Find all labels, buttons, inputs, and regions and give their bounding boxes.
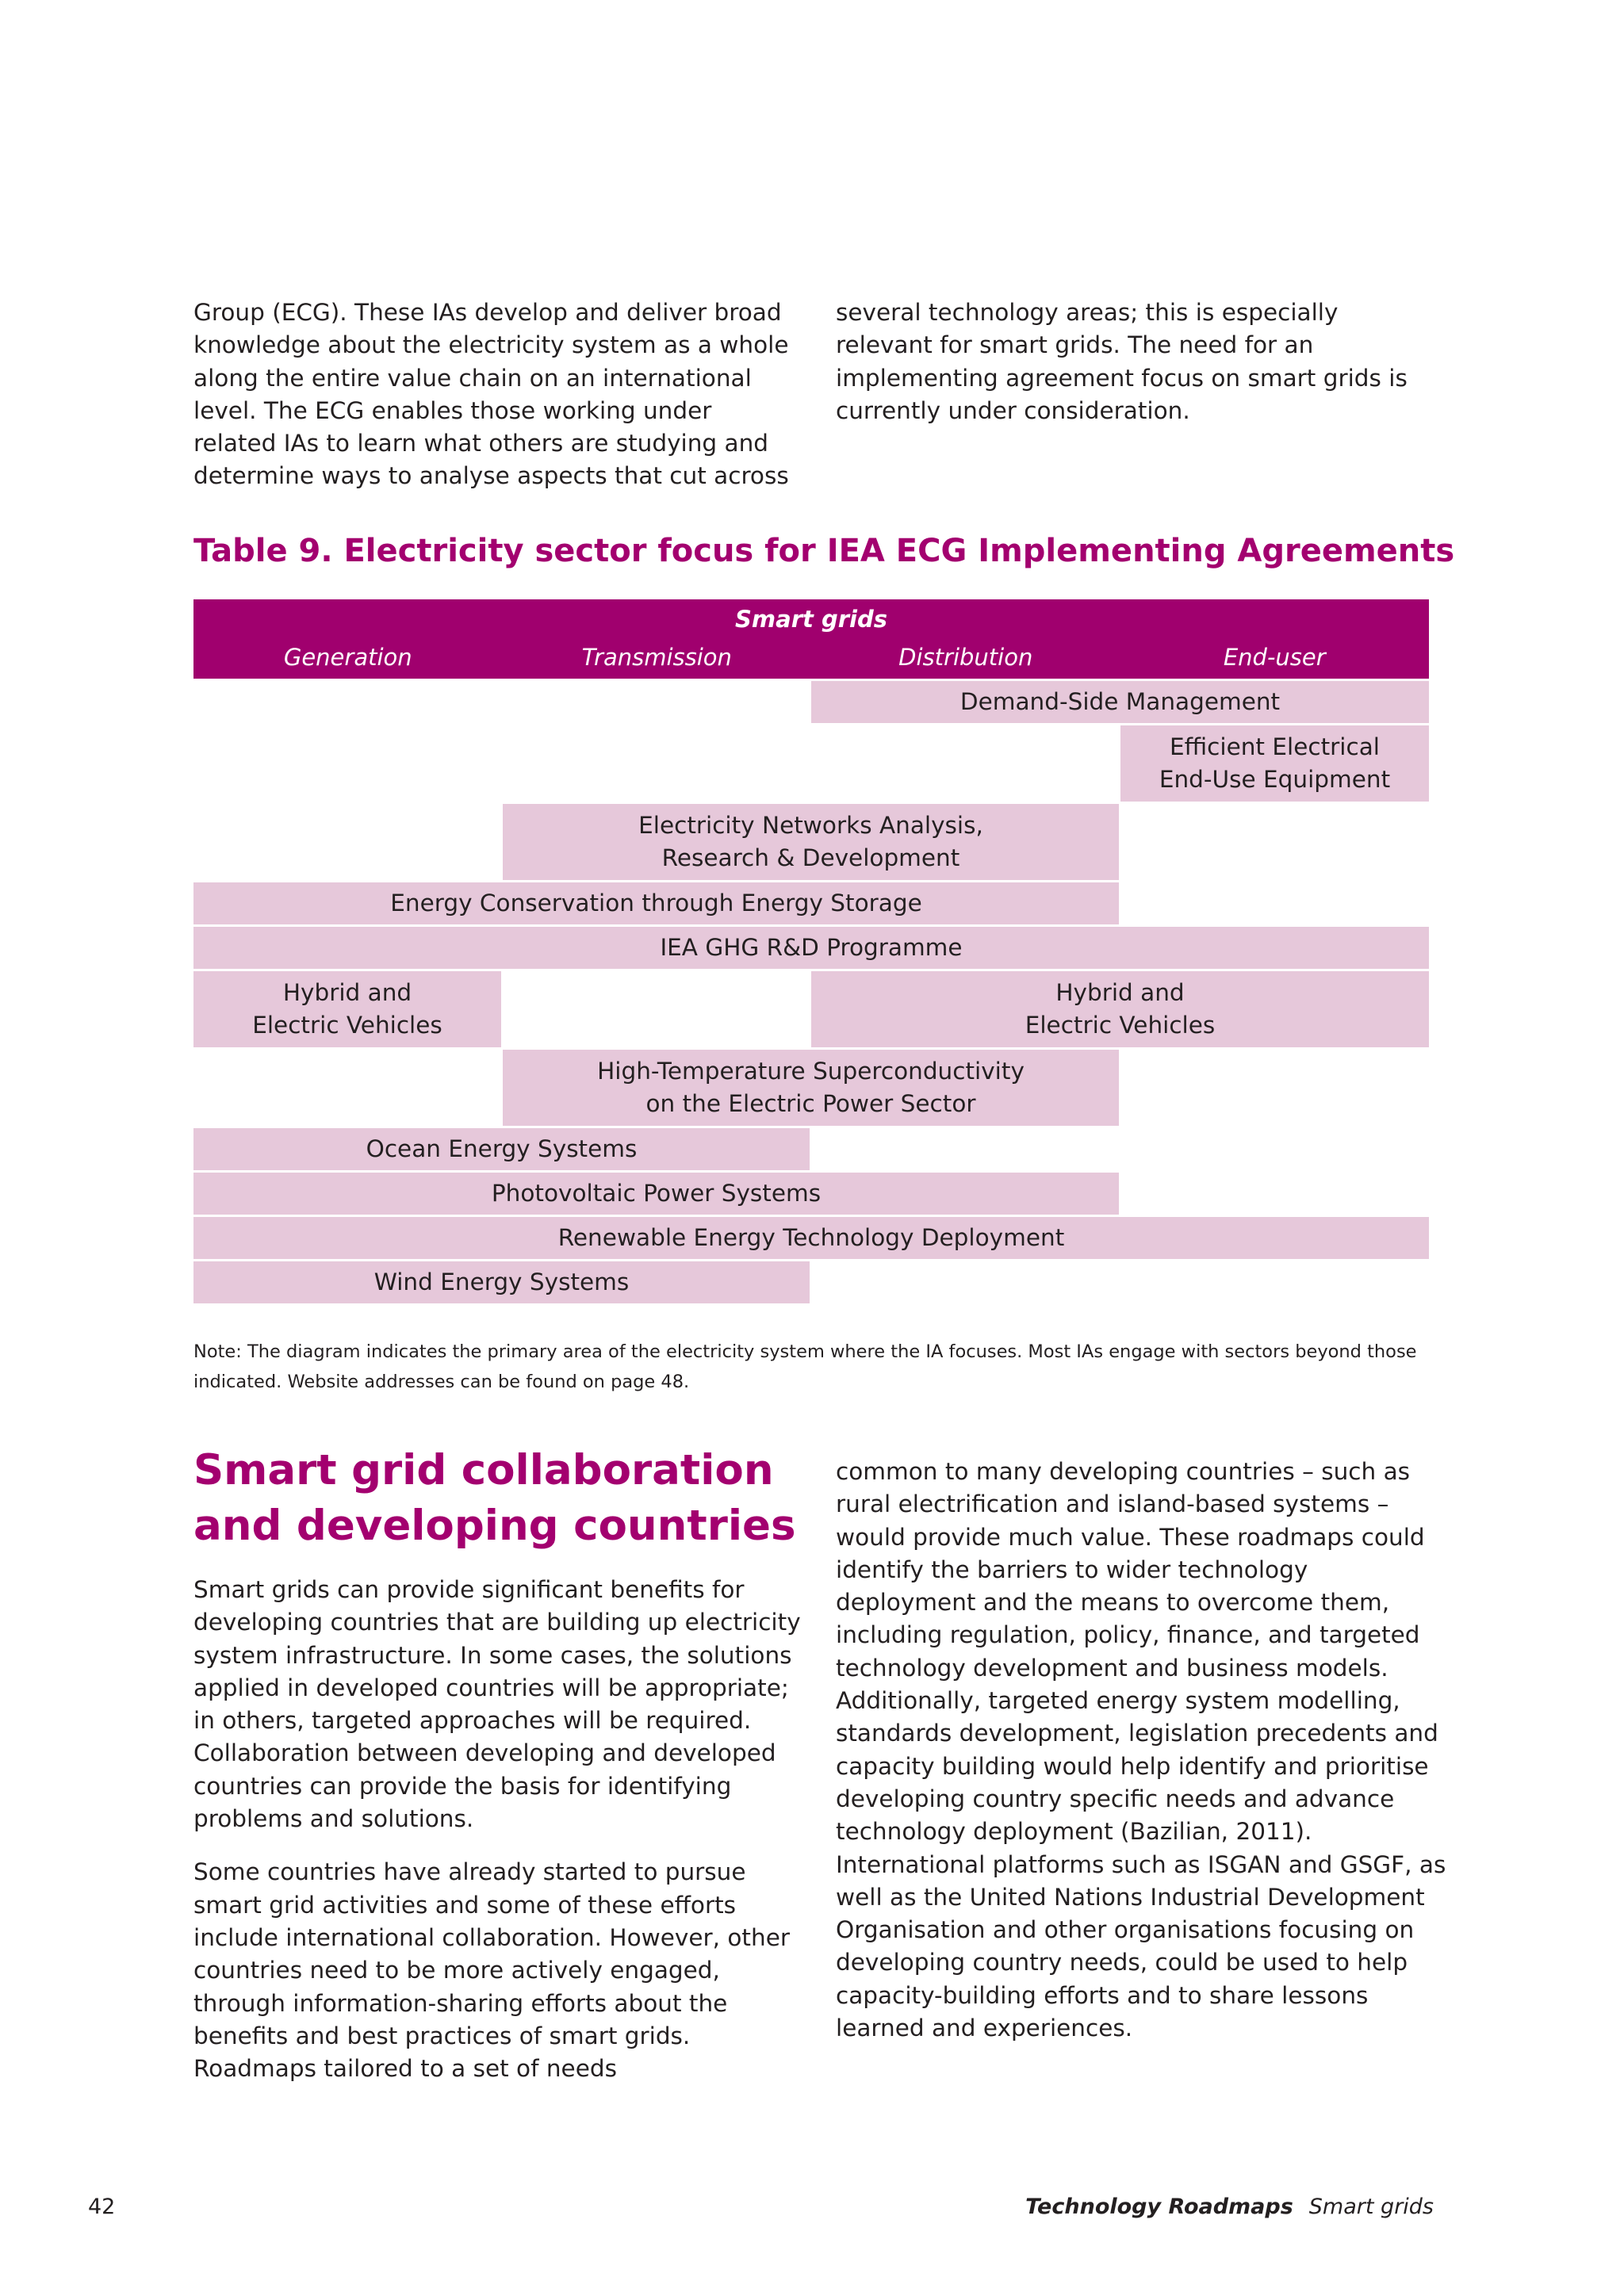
intro-right-paragraph: several technology areas; this is especially relevant for smart grids. The need for an implementing agreement focus on smart grids is currently under consideration.: [836, 299, 1408, 424]
ia-ghg-rd-programme: IEA GHG R&D Programme: [193, 927, 1429, 969]
intro-right-column: [836, 297, 1438, 427]
header-generation: Generation: [283, 644, 412, 671]
table-note: Note: The diagram indicates the primary area of the electricity system where the IA focuses. Most IAs engage with sectors beyond those indicated. Website addresses can be found on page 48.: [193, 1341, 1417, 1392]
ia-photovoltaic-power-systems: Photovoltaic Power Systems: [193, 1173, 1119, 1215]
header-transmission: Transmission: [581, 644, 732, 671]
table-header: [193, 599, 1429, 679]
footer-series: Technology Roadmaps: [1025, 2195, 1293, 2219]
header-smart-grids: Smart grids: [735, 606, 887, 633]
section-paragraph-1: Smart grids can provide significant benefits for developing countries that are building up electricity system infrastructure. In some cases, the solutions applied in developed countries will be appropriate; in others, targeted approaches will be required. Collaboration between developing and developed countries can provide the basis for identifying problems and solutions.: [193, 1576, 801, 1833]
ia-renewable-energy-technology-deployment: Renewable Energy Technology Deployment: [193, 1217, 1429, 1259]
ia-ocean-energy-systems: Ocean Energy Systems: [193, 1128, 810, 1170]
section-title: Smart grid collaboration and developing countries: [193, 1446, 796, 1550]
page-number: 42: [88, 2195, 116, 2219]
section-paragraph-3: common to many developing countries – such as rural electrification and island-based systems – would provide much value. These roadmaps could identify the barriers to wider technology deployment and the means to overcome them, including regulation, policy, finance, and targeted technology development and business models. Additionally, targeted energy system modelling, standards development, legislation precedents and capacity building would help identify and prioritise developing country specific needs and advance technology deployment (Bazilian, 2011). International platforms such as ISGAN and GSGF, as well as the United Nations Industrial Development Organisation and other organisations focusing on developing country needs, could be used to help capacity-building efforts and to share lessons learned and experiences.: [836, 1458, 1446, 2042]
ia-high-temperature-superconductivity: High-Temperature Superconductivity on the Electric Power Sector: [503, 1050, 1119, 1126]
header-distribution: Distribution: [898, 644, 1033, 671]
ia-energy-conservation-storage: Energy Conservation through Energy Storage: [193, 882, 1119, 924]
ia-efficient-electrical-end-use-equipment: Efficient Electrical End-Use Equipment: [1120, 725, 1429, 802]
intro-left-column: [193, 297, 796, 493]
ia-hybrid-electric-vehicles-distribution: Hybrid and Electric Vehicles: [811, 971, 1429, 1047]
running-footer: [1025, 2195, 1434, 2219]
ia-wind-energy-systems: Wind Energy Systems: [193, 1261, 810, 1303]
header-end-user: End-user: [1223, 644, 1326, 671]
ia-demand-side-management: Demand-Side Management: [811, 681, 1429, 723]
ia-electricity-networks-analysis: Electricity Networks Analysis, Research & Development: [503, 804, 1119, 880]
footer-topic: Smart grids: [1308, 2195, 1434, 2219]
section-right-column: [836, 1456, 1446, 2045]
ia-hybrid-electric-vehicles-generation: Hybrid and Electric Vehicles: [193, 971, 501, 1047]
intro-left-paragraph: Group (ECG). These IAs develop and deliver broad knowledge about the electricity system as a whole along the entire value chain on an international level. The ECG enables those working under related IAs to learn what others are studying and determine ways to analyse aspects that cut across: [193, 299, 789, 490]
section-left-column: [193, 1574, 804, 2085]
section-paragraph-2: Some countries have already started to pursue smart grid activities and some of these efforts include international collaboration. However, other countries need to be more actively engaged, through information-sharing efforts about the benefits and best practices of smart grids. Roadmaps tailored to a set of needs: [193, 1858, 790, 2083]
table-title: Table 9. Electricity sector focus for IEA ECG Implementing Agreements: [193, 533, 1455, 569]
